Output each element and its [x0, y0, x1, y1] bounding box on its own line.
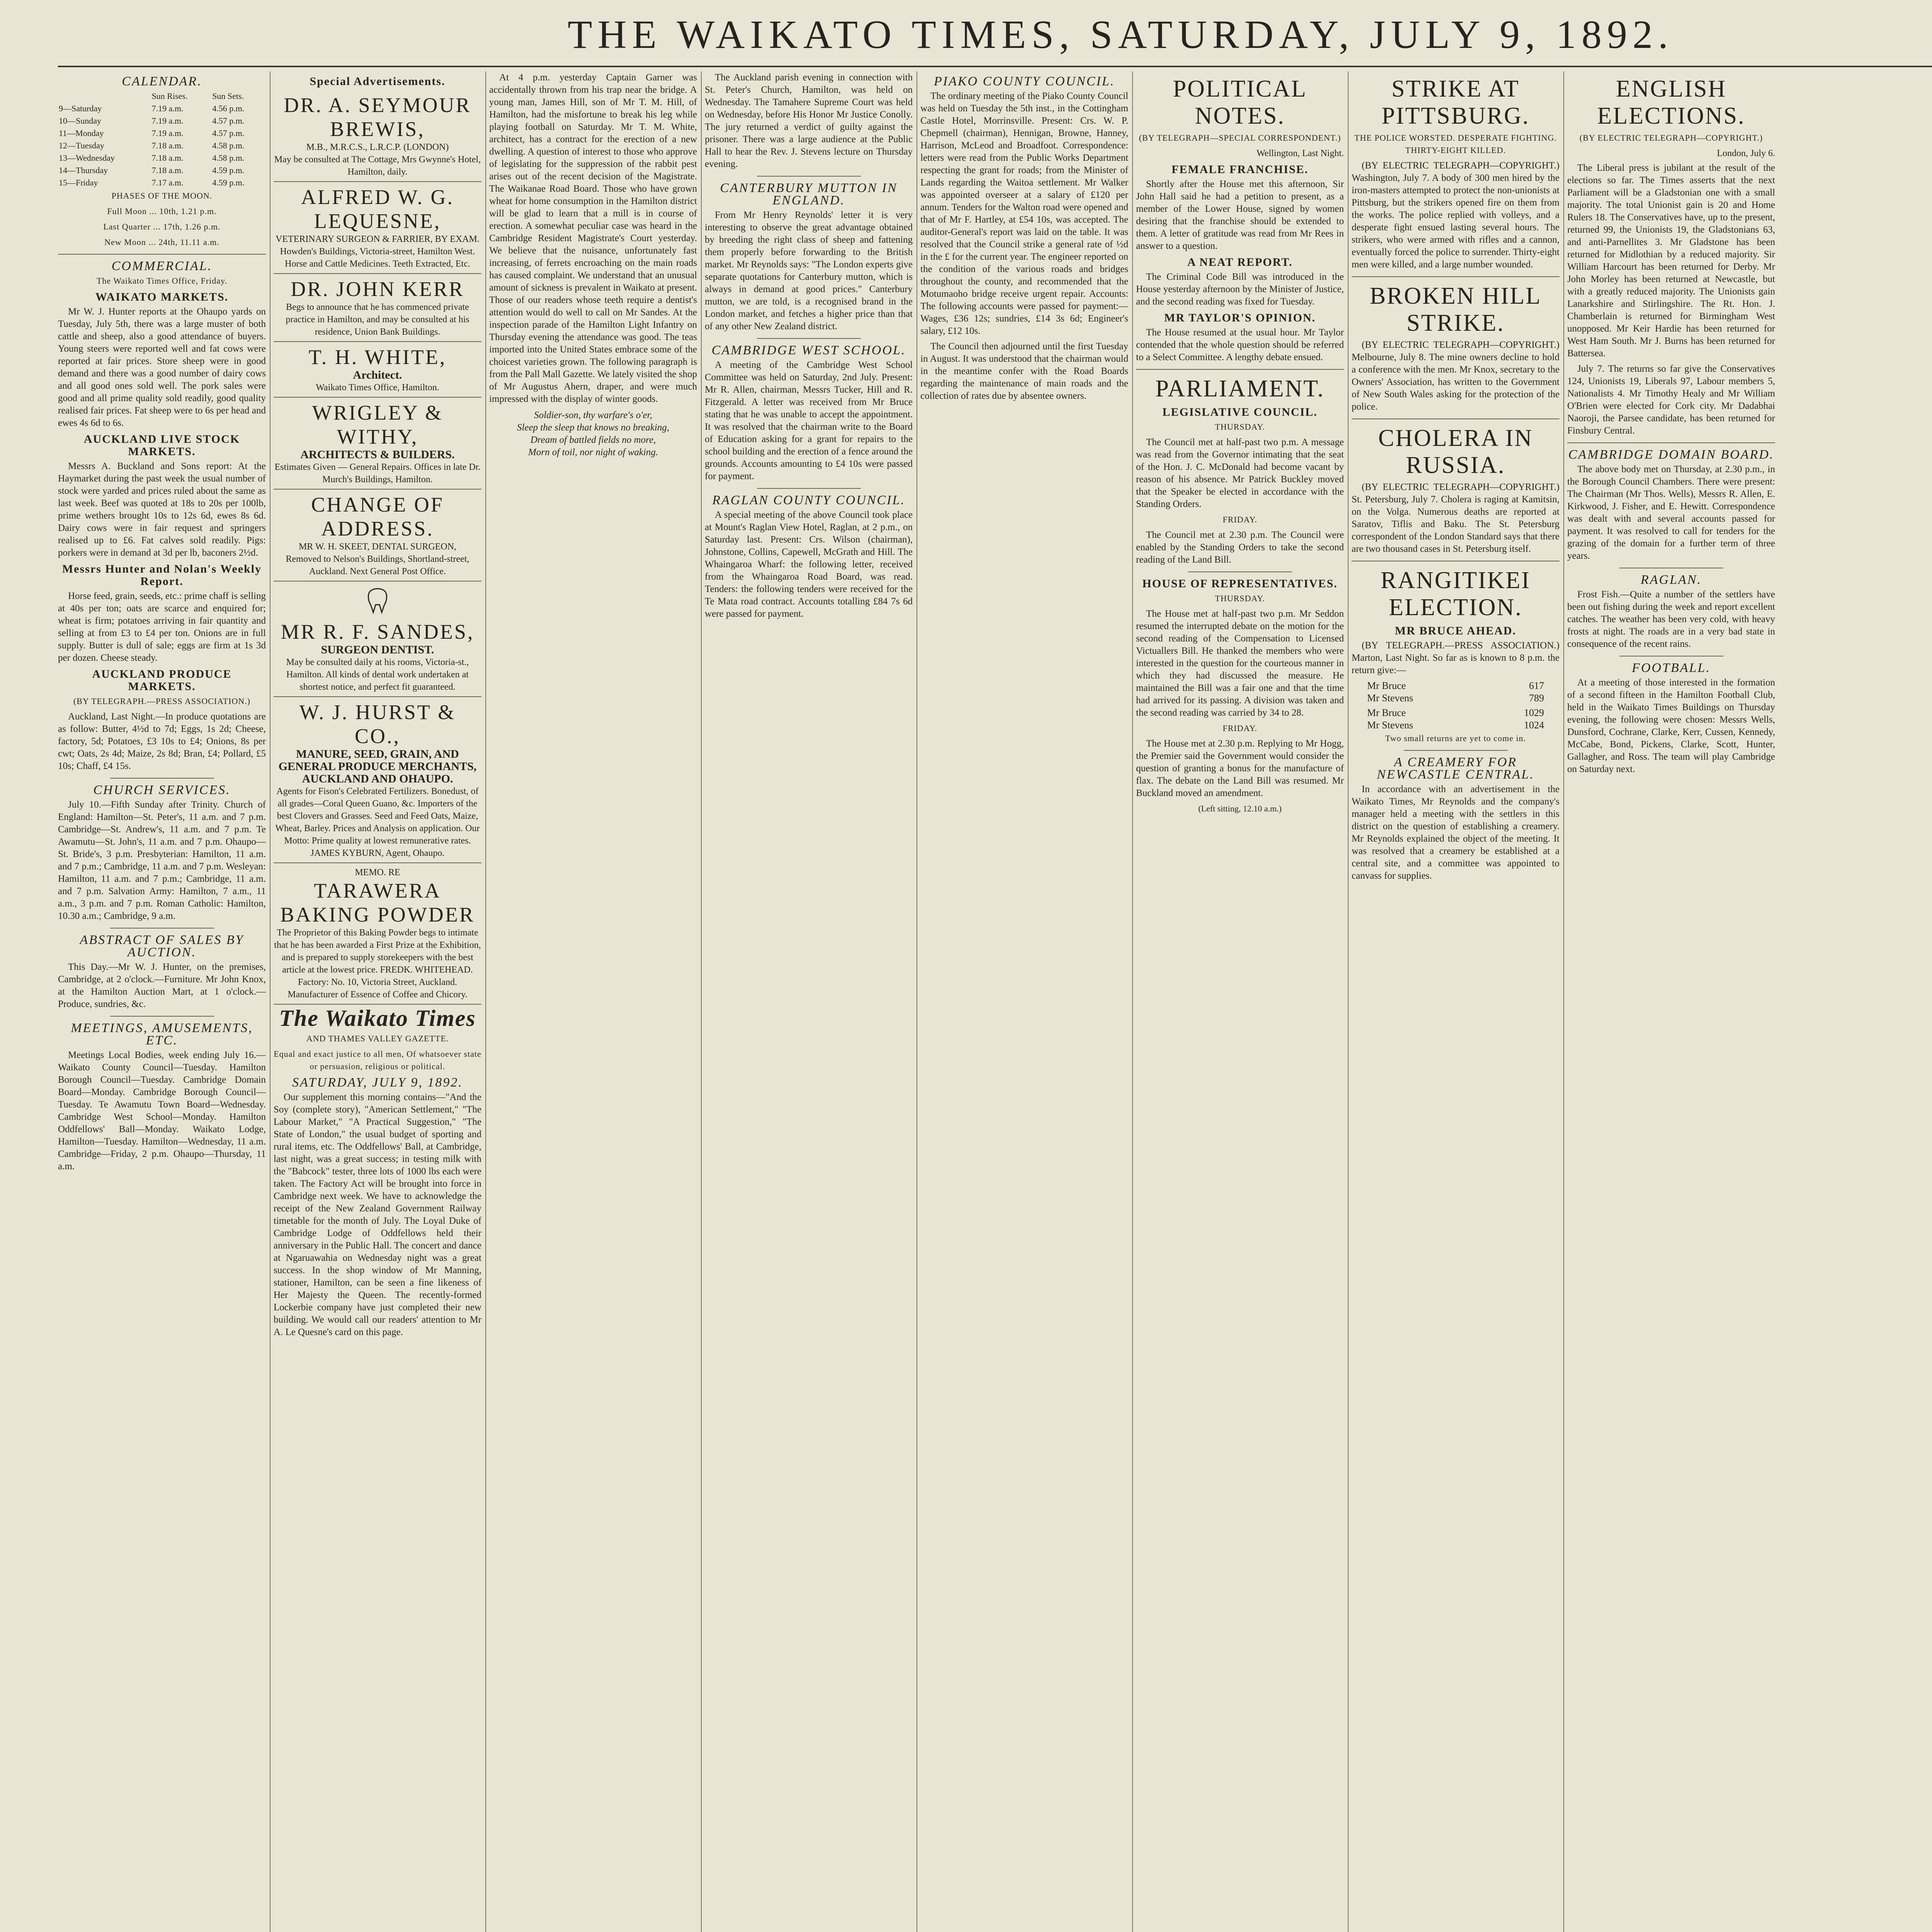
english-sub: (BY ELECTRIC TELEGRAPH—COPYRIGHT.) [1579, 133, 1763, 143]
broken-hill-heading: BROKEN HILL STRIKE. [1369, 283, 1542, 336]
divider [1567, 442, 1775, 443]
ad-name: CHANGE OF ADDRESS. [311, 493, 444, 540]
columns [58, 71, 1932, 1932]
calendar-row [58, 139, 266, 152]
strike-sub: THE POLICE WORSTED. DESPERATE FIGHTING. THIRTY-EIGHT KILLED. [1354, 133, 1557, 155]
ad-name: WRIGLEY & WITHY, [312, 401, 443, 448]
political-dateline: Wellington, Last Night. [1256, 148, 1344, 158]
editorial-notes: Our supplement this morning contains—"And the Soy (complete story), "American Settlement," "The Labour Market," "A Practical Suggestion," "The State of London," the usual budget of sporting and rural items, etc. The Oddfellows' Ball, at Cambridge, last night, was a great success; in testing milk with the "Babcock" tester, three lots of 1000 lbs each were taken. The Factory Act will be brought into force in Cambridge next week. We have to acknowledge the receipt of the New Zealand Government Railway timetable for the month of July. The Loyal Duke of Cambridge Lodge of Oddfellows held their anniversary in the Public Hall. The concert and dance at Ngaruawahia on Wednesday night was a great success. In the shop window of Mr Manning, stationer, Hamilton, can be seen a fine likeness of Her Majesty the Queen. The recently-formed Lockerbie company have just completed their new building. We would call our readers' attention to Mr A. Le Quesne's card on this page. [274, 1092, 481, 1337]
raglan-council-text: A special meeting of the above Council took place at Mount's Raglan View Hotel, Raglan, at 2 p.m., on Saturday last. Present: Crs. Wilson (chairman), Johnstone, Collins, Capewell, McGrath and Hill. The Whaingaroa Wharf: the following letter, received from the Whaingaroa Road Board, was read. Tenders: the following tenders were received for the Te Mata road contract. Accounts totalling £84 7s 6d were passed for payment. [705, 510, 913, 619]
franchise-text: Shortly after the House met this afternoon, Sir John Hall said he had a petition to present, as a member of the Lower House, signed by women desiring that the franchise should be extended to them. A letter of gratitude was read from Mr Rees in answer to a question. [1136, 179, 1344, 251]
calendar-header-cell: Sun Rises. [151, 91, 188, 101]
ad-sub: MR W. H. SKEET, DENTAL SURGEON, [298, 542, 457, 552]
calendar-rise: 7.18 a.m. [151, 165, 184, 175]
calendar-rise: 7.18 a.m. [151, 141, 184, 150]
paper-title: The Waikato Times [279, 1005, 476, 1031]
calendar-table [58, 90, 266, 189]
ad-name: DR. A. SEYMOUR BREWIS, [284, 94, 471, 141]
english-text-2: July 7. The returns so far give the Conservatives 124, Unionists 19, Liberals 97, Labour members 5, Nationalists 4. Mr Timothy Healy and Mr William O'Brien were elected for Cork city. Mr Dadabhai Naoroji, the Parsee candidate, has been returned for Finsbury Central. [1567, 364, 1775, 436]
column-2 [274, 71, 481, 1932]
football-text: At a meeting of those interested in the formation of a second fifteen in the Hamilton Football Club, held in the Waikato Times Buildings on Thursday evening, the following were chosen: Messrs Wells, Dunsford, Cochrane, Clarke, Kerr, Cussen, Kennedy, McCabe, Bond, Pickens, Clarke, Scott, Hunter, Gallagher, and Ross. The team will play Cambridge on Saturday next. [1567, 677, 1775, 774]
ad-text: Begs to announce that he has commenced private practice in Hamilton, and may be consulted at his residence, Union Bank Buildings. [286, 302, 469, 337]
calendar-set: 4.58 p.m. [212, 153, 245, 163]
ad-sub: VETERINARY SURGEON & FARRIER, BY EXAM. [276, 234, 480, 244]
calendar-rise: 7.19 a.m. [151, 104, 184, 113]
calendar-row [58, 177, 266, 189]
cambridge-school-heading: CAMBRIDGE WEST SCHOOL. [711, 343, 906, 357]
column-3 [489, 71, 697, 1932]
calendar-day: 11—Monday [59, 128, 104, 138]
ad-text: Estimates Given — General Repairs. Offices in late Dr. Murch's Buildings, Hamilton. [274, 462, 481, 485]
canterbury-heading: CANTERBURY MUTTON IN ENGLAND. [720, 181, 898, 207]
votes: 1029 [1524, 707, 1544, 718]
column-8 [1567, 71, 1775, 1932]
verse-line: Dream of battled fields no more, [530, 435, 656, 445]
masthead: THE WAIKATO TIMES, SATURDAY, JULY 9, 1892. [568, 12, 1673, 57]
lc-text: The Council met at half-past two p.m. A message was read from the Governor intimating that the seat of the Hon. J. C. McDonald had become vacant by reason of his absence. Mr Patrick Buckley moved that the Speaker be elected in accordance with the Standing Orders. [1136, 437, 1344, 509]
votes: 789 [1529, 692, 1544, 704]
result-row [1352, 719, 1560, 731]
hunter-report-text: Horse feed, grain, seeds, etc.: prime chaff is selling at 40s per ton; oats are scarce and enquired for; wheat is firm; potatoes arriving in fair quantity and selling at from £3 to £4 per ton. Onions are in full supply. Butter is dull of sale; eggs are firm at 1s 3d per dozen. Cheese steady. [58, 591, 266, 663]
divider [58, 254, 266, 255]
strike-heading: STRIKE AT PITTSBURG. [1381, 76, 1530, 129]
calendar-row [58, 152, 266, 164]
divider [1352, 276, 1560, 277]
calendar-rise: 7.17 a.m. [151, 178, 184, 187]
markets-text: Mr W. J. Hunter reports at the Ohaupo yards on Tuesday, July 5th, there was a large muster of both cattle and sheep, also a good attendance of buyers. Young steers were reported well and fat cows were reported at fair prices. Store sheep were in good demand and there was a good number of dairy cows and all good ones sold well. The pork sales were good and all prime quality sold readily, good quality realised fair prices. Fat sheep were to 6s per head and ewes 4s 6d to 6s. [58, 306, 266, 428]
ad-block [274, 342, 481, 398]
franchise-heading: FEMALE FRANCHISE. [1171, 163, 1309, 176]
column-5 [920, 71, 1128, 1932]
taylor-text: The House resumed at the usual hour. Mr Taylor contended that the whole question should be referred to a Select Committee. A lengthy debate ensued. [1136, 327, 1344, 362]
auckland-produce-text: Auckland, Last Night.—In produce quotations are as follow: Butter, 4½d to 7d; Eggs, 1s 2d; Cheese, factory, 5d; Potatoes, £3 10s to £4; Onions, 8s per cwt; Oats, 2s 4d; Maize, 2s 8d; Bran, £4; Pollard, £5 10s; Chaff, £4 15s. [58, 711, 266, 771]
results-note: Two small returns are yet to come in. [1385, 733, 1526, 743]
cholera-text: (BY ELECTRIC TELEGRAPH—COPYRIGHT.) St. Petersburg, July 7. Cholera is raging at Kamitsin, on the Volga. Numerous deaths are reported at Saratov, Tiflis and Baku. The St. Petersburg correspondent of the London Standard says that there are two thousand cases in St. Petersburg itself. [1352, 482, 1560, 554]
calendar-row [58, 164, 266, 177]
creamery-text: In accordance with an advertisement in the Waikato Times, Mr Reynolds and the company's manager held a meeting with the settlers in this district on the question of establishing a creamery. Mr Reynolds explained the object of the meeting. It was resolved that a creamery be established at a central site, and a committee was appointed to canvass for supplies. [1352, 784, 1560, 881]
english-text: The Liberal press is jubilant at the result of the elections so far. The Times asserts that the next Parliament will be a Gladstonian one with a small majority. The total Unionist gain is 20 and Home Rulers 18. The Conservatives have, up to the present, returned 99, the Unionists 19, the Gladstonians 63, and anti-Parnellites 3. Mr Gladstone has been returned for Midlothian by a reduced majority. Sir William Harcourt has been returned for Derby. Mr John Morley has been returned at Newcastle, but with a greatly reduced majority. The Unionists gain Lanarkshire and Stirlingshire. The Rt. Hon. J. Chamberlain is returned for Birmingham West unopposed. Mr Keir Hardie has been returned for West Ham South. Mr J. Burns has been returned for Battersea. [1567, 163, 1775, 359]
domain-board-text: The above body met on Thursday, at 2.30 p.m., in the Borough Council Chambers. There were present: The Chairman (Mr Thos. Wells), Messrs R. Allen, E. Kirkwood, J. Fisher, and E. Hewitt. Correspondence was dealt with and several accounts passed for payment. It was resolved to call for tenders for the grazing of the domain for a further term of three years. [1567, 464, 1775, 561]
ad-name: DR. JOHN KERR [291, 277, 464, 301]
tooth-emblem-icon [364, 587, 391, 614]
calendar-header-cell: Sun Sets. [212, 91, 244, 101]
ad-name: TARAWERA BAKING POWDER [280, 879, 475, 926]
ad-text: May be consulted at The Cottage, Mrs Gwynne's Hotel, Hamilton, daily. [274, 155, 481, 177]
football-heading: FOOTBALL. [1632, 661, 1711, 675]
canterbury-text: From Mr Henry Reynolds' letter it is very interesting to observe the great advantage obtained by breeding the right class of sheep and fattening them properly before forwarding to the British market. Mr Reynolds says: "The London experts give separate quotations for Canterbury mutton, which is always in demand at good prices." Canterbury mutton, we are told, is a recognised brand in the London market, and fetches a higher price than that of any other New Zealand district. [705, 210, 913, 332]
ad-text: Howden's Buildings, Victoria-street, Hamilton West. Horse and Cattle Medicines. Teeth Extracted, Etc. [280, 247, 475, 269]
calendar-row [58, 102, 266, 115]
raglan-council-heading: RAGLAN COUNTY COUNCIL. [712, 493, 905, 507]
ad-name: T. H. WHITE, [308, 345, 447, 369]
local-news-text: The Auckland parish evening in connection with St. Peter's Church, Hamilton, was held on Wednesday. The Tamahere Supreme Court was held on Wednesday, before His Honor Mr Justice Conolly. The jury returned a verdict of guilty against the prisoner. There was a large audience at the Public Hall to hear the Rev. J. Stevens lecture on Thursday evening. [705, 72, 913, 169]
broken-hill-text: (BY ELECTRIC TELEGRAPH—COPYRIGHT.) Melbourne, July 8. The mine owners decline to hold a conference with the men. Mr Knox, secretary to the Owners' Association, has written to the Government of New South Wales asking for the protection of the police. [1352, 340, 1560, 412]
ad-text: May be consulted daily at his rooms, Victoria-st., Hamilton. All kinds of dental work undertaken at shortest notice, and perfect fit guaranteed. [286, 657, 469, 692]
ad-block [274, 182, 481, 274]
moon-phase: Full Moon ... 10th, 1.21 p.m. [107, 206, 217, 216]
day-label: THURSDAY. [1215, 594, 1265, 603]
english-dateline: London, July 6. [1717, 148, 1775, 158]
divider [1188, 571, 1292, 572]
neat-report-text: The Criminal Code Bill was introduced in the House yesterday afternoon by the Minister of Justice, and the second reading was fixed for Tuesday. [1136, 272, 1344, 307]
column-4 [705, 71, 913, 1932]
lc-friday-text: The Council met at 2.30 p.m. The Council were enabled by the Standing Orders to take the second reading of the Land Bill. [1136, 530, 1344, 565]
day-label: THURSDAY. [1215, 422, 1265, 432]
sales-heading: ABSTRACT OF SALES BY AUCTION. [80, 933, 244, 959]
ad-text: Agents for Fison's Celebrated Fertilizers. Bonedust, of all grades—Coral Queen Guano, &c. Importers of the best Clovers and Grasses. Seed and Feed Oats, Maize, Wheat, Barley. Prices and Analysis on application. Our Motto: Prime quality at lowest remunerative rates. JAMES KYBURN, Agent, Ohaupo. [275, 786, 480, 858]
hr-friday-text: The House met at 2.30 p.m. Replying to Mr Hogg, the Premier said the Government would consider the question of granting a bonus for the manufacture of flax. The debate on the Land Bill was resumed. Mr Buckland moved an amendment. [1136, 738, 1344, 798]
left-sitting-note: (Left sitting, 12.10 a.m.) [1198, 804, 1282, 813]
church-text: July 10.—Fifth Sunday after Trinity. Church of England: Hamilton—St. Peter's, 11 a.m. and 7 p.m. Cambridge—St. Andrew's, 11 a.m. and 7 p.m. Te Awamutu—St. John's, 11 a.m. and 7 p.m. Ohaupo—St. Bride's, 3 p.m. Presbyterian: Hamilton, 11 a.m. and 7 p.m.; Cambridge, 11 a.m. and 7 p.m. Wesleyan: Hamilton, 11 a.m. and 7 p.m.; Cambridge, 11 a.m. and 7 p.m. Salvation Army: Hamilton, 7 a.m., 11 a.m., 3 p.m. and 7 p.m. Roman Catholic: Hamilton, 10.30 a.m.; Cambridge, 9 a.m. [58, 799, 266, 921]
calendar-rise: 7.19 a.m. [151, 116, 184, 126]
calendar-rise: 7.18 a.m. [151, 153, 184, 163]
calendar-set: 4.57 p.m. [212, 128, 245, 138]
calendar-row [58, 115, 266, 127]
day-label: FRIDAY. [1223, 723, 1257, 733]
calendar-set: 4.56 p.m. [212, 104, 245, 113]
column-rule [1132, 71, 1133, 1932]
auckland-produce-sub: (BY TELEGRAPH.—PRESS ASSOCIATION.) [73, 696, 251, 706]
masthead-rule [58, 66, 1932, 67]
auckland-stock-heading: AUCKLAND LIVE STOCK MARKETS. [83, 433, 240, 458]
house-heading: HOUSE OF REPRESENTATIVES. [1142, 577, 1338, 590]
column-rule [1348, 71, 1349, 1932]
calendar-day: 12—Tuesday [59, 141, 104, 150]
ad-block [274, 274, 481, 342]
creamery-heading: A CREAMERY FOR NEWCASTLE CENTRAL. [1377, 755, 1534, 782]
verse-line: Soldier-son, thy warfare's o'er, [534, 410, 652, 420]
meetings-text: Meetings Local Bodies, week ending July 16.—Waikato County Council—Tuesday. Hamilton Borough Council—Tuesday. Cambridge Domain Board—Monday. Cambridge Borough Council—Tuesday. Te Awamutu Town Board—Wednesday. Cambridge West School—Monday. Hamilton Oddfellows' Ball—Monday. Waikato Lodge, Hamilton—Tuesday. Hamilton—Wednesday, 11 a.m. Cambridge—Friday, 2 p.m. Ohaupo—Thursday, 11 a.m. [58, 1050, 266, 1172]
paper-motto: Equal and exact justice to all men, Of whatsoever state or persuasion, religious or political. [274, 1049, 481, 1071]
candidate: Mr Stevens [1367, 719, 1413, 731]
legislative-council-heading: LEGISLATIVE COUNCIL. [1162, 406, 1318, 418]
calendar-set: 4.58 p.m. [212, 141, 245, 150]
piako-text-cont: The Council then adjourned until the first Tuesday in August. It was understood that the chairman would in the meantime confer with the Road Boards regarding the maintenance of main roads and the collection of rates due by absentee owners. [920, 341, 1128, 401]
ad-text: The Proprietor of this Baking Powder begs to intimate that he has been awarded a First Prize at the Exhibition, and is prepared to supply storekeepers with the best article at the lowest price. FREDK. WHITEHEAD. Factory: No. 10, Victoria Street, Auckland. Manufacturer of Essence of Coffee and Chicory. [274, 928, 481, 1000]
ad-name: W. J. HURST & CO., [299, 701, 456, 748]
ad-name: ALFRED W. G. LEQUESNE, [301, 185, 454, 233]
piako-text: The ordinary meeting of the Piako County Council was held on Tuesday the 5th inst., in the Cottingham Castle Hotel, Morrinsville. Present: Crs. W. P. Chepmell (chairman), Hennigan, Browne, Hanney, Harrison, McLeod and Broadfoot. Correspondence: letters were read from the Public Works Department respecting the grant for roads; from the Minister of Lands regarding the Waitoa settlement. Mr Walker was appointed overseer at a salary of £120 per annum. Tenders for the Walton road were opened and that of Mr F. Hartley, at £54 10s, was accepted. The auditor-General's report was laid on the table. It was resolved that the Council strike a general rate of ½d in the £ for the current year. The engineer reported on the condition of the various roads and bridges throughout the county, and recommended that the Motumaoho bridge receive urgent repair. Accounts: The following accounts were passed for payment:—Wages, £36 12s; sundries, £14 3s 6d; Engineer's salary, £12 10s. [920, 91, 1128, 336]
candidate: Mr Stevens [1367, 692, 1413, 704]
column-rule [485, 71, 486, 1932]
verse-block [489, 409, 697, 459]
ad-sub: M.B., M.R.C.S., L.R.C.P. (LONDON) [306, 142, 449, 152]
divider [1136, 369, 1344, 370]
auckland-produce-heading: AUCKLAND PRODUCE MARKETS. [92, 668, 232, 693]
calendar-day: 14—Thursday [59, 165, 108, 175]
calendar-set: 4.59 p.m. [212, 178, 245, 187]
result-row [1352, 707, 1560, 719]
votes: 617 [1529, 680, 1544, 691]
local-news-text: At 4 p.m. yesterday Captain Garner was accidentally thrown from his trap near the bridge. A young man, James Hill, son of Mr T. M. Hill, of Hamilton, had the misfortune to break his leg while playing football on Saturday. Mr T. M. White, architect, has a contract for the erection of a new dwelling. A question of interest to those who approve of legislating for the suppression of the rabbit pest arises out of the recent decision of the Magistrate. The Waikanae Road Board. Those who have grown wheat for home consumption in the Hamilton district will be glad to learn that a mill is in course of erection. A somewhat peculiar case was heard in the Cambridge Resident Magistrate's Court yesterday. We believe that the nuisance, unfortunately fast increasing, of ferrets encroaching on the main roads has caused complaint. We understand that an unusual amount of sickness is prevalent in Waikato at present. Those of our readers whose teeth require a dentist's attention would do well to call on Mr Sandes. At the inspection parade of the Hamilton Light Infantry on Thursday evening the attendance was good. The teas imported into the United States embrace some of the choicest varieties grown. The following paragraph is from the Pall Mall Gazette. We lately visited the shop of Mr Augustus Ahern, draper, and were much impressed with the display of winter goods. [489, 72, 697, 404]
commercial-heading: COMMERCIAL. [111, 259, 213, 273]
raglan-text: Frost Fish.—Quite a number of the settlers have been out fishing during the week and report excellent catches. The weather has been very cold, with heavy frosts at night. The roads are in a very bad state in consequence of the recent rains. [1567, 589, 1775, 649]
votes: 1024 [1524, 719, 1544, 731]
divider [110, 928, 214, 929]
calendar-day: 9—Saturday [59, 104, 102, 113]
verse-line: Sleep the sleep that knows no breaking, [517, 422, 670, 433]
rangitikei-text: (BY TELEGRAPH.—PRESS ASSOCIATION.) Marton, Last Night. So far as is known to 8 p.m. the return give:— [1352, 640, 1560, 675]
ad-sub: MEMO. RE [355, 867, 400, 878]
divider [110, 1016, 214, 1017]
sales-text: This Day.—Mr W. J. Hunter, on the premises, Cambridge, at 2 o'clock.—Furniture. Mr John Knox, at the Hamilton Auction Mart, at 1 o'clock.—Produce, sundries, &c. [58, 962, 266, 1009]
church-heading: CHURCH SERVICES. [93, 783, 231, 797]
divider [110, 778, 214, 779]
issue-date: SATURDAY, JULY 9, 1892. [292, 1075, 463, 1090]
special-ads-heading: Special Advertisements. [310, 75, 446, 88]
divider [1352, 418, 1560, 419]
parliament-heading: PARLIAMENT. [1155, 376, 1325, 402]
domain-board-heading: CAMBRIDGE DOMAIN BOARD. [1568, 447, 1774, 462]
calendar-heading: CALENDAR. [122, 74, 202, 88]
candidate: Mr Bruce [1367, 680, 1406, 691]
result-row [1352, 680, 1560, 692]
column-rule [1563, 71, 1564, 1932]
political-notes-heading: POLITICAL NOTES. [1173, 76, 1307, 129]
result-row [1352, 692, 1560, 704]
ad-block [274, 582, 481, 697]
ad-text: Waikato Times Office, Hamilton. [316, 383, 439, 393]
divider [757, 176, 861, 177]
auckland-stock-text: Messrs A. Buckland and Sons report: At the Haymarket during the past week the usual number of stock were yarded and prices ruled about the same as last week. Beef was quoted at 18s to 20s per 100lb, prime wethers brought 10s to 12s 6d, ewes 8s 6d. Dairy cows were in fair request and springers realised up to £6. Fat calves sold readily. Pigs: porkers were in demand at 3d per lb, baconers 2½d. [58, 461, 266, 558]
calendar-set: 4.57 p.m. [212, 116, 245, 126]
rangitikei-sub: MR BRUCE AHEAD. [1395, 624, 1517, 637]
ad-block [274, 697, 481, 863]
calendar-day: 15—Friday [59, 178, 98, 187]
candidate: Mr Bruce [1367, 707, 1406, 718]
ad-text: Removed to Nelson's Buildings, Shortland-street, Auckland. Next General Post Office. [286, 554, 469, 577]
hunter-report-heading: Messrs Hunter and Nolan's Weekly Report. [62, 563, 262, 588]
commercial-sub: The Waikato Times Office, Friday. [96, 276, 228, 286]
column-7 [1352, 71, 1560, 1932]
raglan-heading: RAGLAN. [1641, 573, 1702, 587]
column-rule [701, 71, 702, 1932]
rangitikei-heading: RANGITIKEI ELECTION. [1380, 567, 1531, 621]
calendar-day: 10—Sunday [59, 116, 101, 126]
paper-subtitle: AND THAMES VALLEY GAZETTE. [306, 1034, 449, 1043]
ad-name: MR R. F. SANDES, [281, 620, 474, 643]
calendar-header-cell [58, 90, 151, 102]
calendar-set: 4.59 p.m. [212, 165, 245, 175]
ad-block [274, 490, 481, 582]
column-1 [58, 71, 266, 1932]
calendar-rise: 7.19 a.m. [151, 128, 184, 138]
day-label: FRIDAY. [1223, 515, 1257, 524]
ad-block [274, 398, 481, 490]
ad-block [274, 90, 481, 182]
political-sub: (BY TELEGRAPH—SPECIAL CORRESPONDENT.) [1139, 133, 1341, 143]
strike-text: (BY ELECTRIC TELEGRAPH—COPYRIGHT.) Washington, July 7. A body of 300 men hired by the iron-masters attempted to protect the non-unionists at Pittsburg, but the strikers opened fire on them from the works. The police replied with volleys, and a desperate fight ensued lasting several hours. The strikers, who were armed with rifles and a cannon, eventually forced the police to surrender. Thirty-eight men were killed, and a large number wounded. [1352, 160, 1560, 270]
ad-sub: SURGEON DENTIST. [321, 643, 434, 656]
divider [1404, 750, 1508, 751]
piako-heading: PIAKO COUNTY COUNCIL. [934, 74, 1115, 88]
hr-text: The House met at half-past two p.m. Mr Seddon resumed the interrupted debate on the motion for the second reading of the Compensation to Licensed Victuallers Bill. He thanked the members who were interested in the question for the courteous manner in which they had discussed the measure. He maintained the Bill was a fair one and that the time had arrived for its passing. A division was taken and the second reading was carried by 34 to 28. [1136, 609, 1344, 718]
divider [757, 338, 861, 339]
cambridge-school-text: A meeting of the Cambridge West School Committee was held on Saturday, 2nd July. Present: Mr R. Allen, chairman, Messrs Tucker, Hill and R. Fitzgerald. A letter was received from Mr Bruce stating that he was unable to accept the appointment. It was resolved that the chairman write to the Board of Education asking for a grant for repairs to the school building and the erection of a fence around the grounds. Accounts amounting to £4 10s were passed for payment. [705, 360, 913, 481]
column-6 [1136, 71, 1344, 1932]
moon-phase: Last Quarter ... 17th, 1.26 p.m. [103, 222, 221, 231]
calendar-header-row [58, 90, 266, 102]
meetings-heading: MEETINGS, AMUSEMENTS, ETC. [71, 1021, 253, 1048]
english-elections-heading: ENGLISH ELECTIONS. [1597, 76, 1745, 129]
taylor-heading: MR TAYLOR'S OPINION. [1164, 311, 1316, 324]
cholera-heading: CHOLERA IN RUSSIA. [1378, 425, 1533, 478]
ad-sub: Architect. [353, 369, 402, 381]
verse-line: Morn of toil, nor night of waking. [528, 447, 658, 457]
moon-phases-heading: PHASES OF THE MOON. [111, 191, 213, 201]
neat-report-heading: A NEAT REPORT. [1187, 256, 1293, 269]
markets-heading: WAIKATO MARKETS. [95, 291, 229, 303]
ad-sub: ARCHITECTS & BUILDERS. [300, 448, 455, 461]
moon-phase: New Moon ... 24th, 11.11 a.m. [104, 237, 219, 247]
calendar-day: 13—Wednesday [59, 153, 115, 163]
divider [757, 488, 861, 489]
ad-block [274, 863, 481, 1005]
ad-sub: MANURE, SEED, GRAIN, AND GENERAL PRODUCE MERCHANTS, AUCKLAND AND OHAUPO. [278, 748, 477, 785]
calendar-row [58, 127, 266, 139]
